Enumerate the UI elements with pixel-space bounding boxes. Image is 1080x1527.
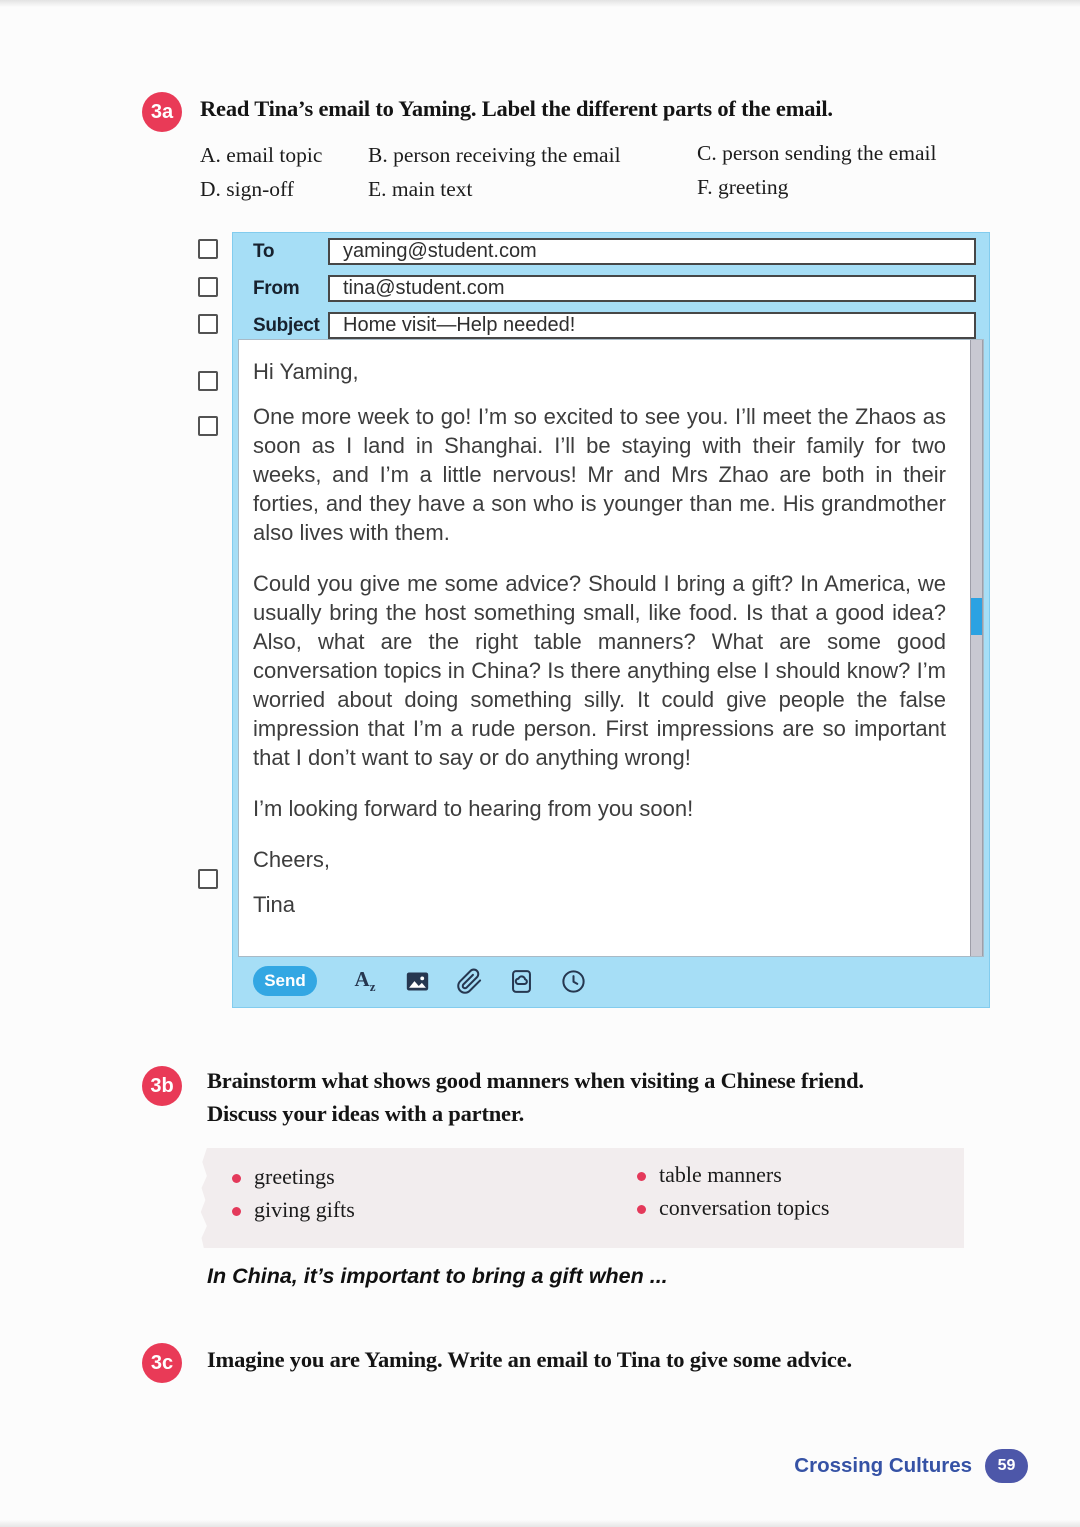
bullet-icon — [637, 1205, 646, 1214]
bullet-icon — [232, 1174, 241, 1183]
email-paragraph-2: Could you give me some advice? Should I bring a gift? In America, we usually bring the host something small, like food. Is that a good idea? Also, what are the right table manners? What are some good conversation topics in China? Is there anything else I should know? I’m worried about doing something silly. It could give people the false impression that I’m a rude person. First impressions are so important that I don’t want to say or do anything wrong! — [253, 571, 946, 770]
clock-icon[interactable] — [560, 968, 587, 995]
email-subject-input[interactable]: Home visit—Help needed! — [328, 312, 976, 339]
email-paragraph-3: I’m looking forward to hearing from you soon! — [253, 796, 694, 821]
label-checkbox-greeting[interactable] — [198, 371, 218, 391]
bullet-icon — [232, 1207, 241, 1216]
email-panel — [232, 232, 990, 1008]
topic-giving-gifts: giving gifts — [254, 1197, 355, 1222]
email-toolbar — [253, 965, 599, 997]
page-bottom-edge — [0, 1520, 1080, 1527]
option-d: D. sign-off — [200, 177, 294, 201]
page-footer — [794, 1449, 1028, 1483]
topic-table-manners: table manners — [659, 1162, 782, 1187]
section-3a-badge: 3a — [142, 92, 182, 132]
page-top-edge — [0, 0, 1080, 7]
bullet-icon — [637, 1172, 646, 1181]
email-from-input[interactable]: tina@student.com — [328, 275, 976, 302]
scrollbar-thumb[interactable] — [971, 598, 982, 635]
email-to-label: To — [253, 241, 275, 262]
section-3b-badge: 3b — [142, 1066, 182, 1106]
file-cloud-icon[interactable] — [508, 968, 535, 995]
email-signoff: Cheers, — [253, 847, 331, 872]
page-number-badge: 59 — [985, 1449, 1028, 1483]
label-checkbox-from[interactable] — [198, 277, 218, 297]
sort-az-icon[interactable]: $A_z$ — [354, 966, 376, 995]
label-checkbox-to[interactable] — [198, 239, 218, 259]
label-checkbox-subject[interactable] — [198, 314, 218, 334]
email-greeting: Hi Yaming, — [253, 359, 359, 384]
email-to-input[interactable]: yaming@student.com — [328, 238, 976, 265]
option-f: F. greeting — [697, 175, 789, 199]
email-message-text — [239, 340, 970, 956]
option-a: A. email topic — [200, 143, 323, 167]
section-3c-badge: 3c — [142, 1343, 182, 1383]
label-checkbox-signoff[interactable] — [198, 869, 218, 889]
email-paragraph-1: One more week to go! I’m so excited to see you. I’ll meet the Zhaos as soon as I land in Shanghai. I’ll be staying with their family for two weeks, and I’m a little nervous! Mr and Mrs Zhao are both in their forties, and they have a son who is younger than me. His grandmother also lives with them. — [253, 404, 946, 545]
section-3b-instruction-line2: Discuss your ideas with a partner. — [207, 1101, 524, 1126]
scrollbar-track[interactable] — [970, 340, 983, 956]
email-signature: Tina — [253, 892, 295, 917]
paperclip-icon[interactable] — [456, 968, 483, 995]
option-b: B. person receiving the email — [368, 143, 621, 167]
email-subject-label: Subject — [253, 315, 320, 336]
email-body[interactable] — [238, 339, 984, 957]
email-from-label: From — [253, 278, 300, 299]
topic-greetings: greetings — [254, 1164, 335, 1189]
image-icon[interactable] — [404, 968, 431, 995]
label-checkbox-body[interactable] — [198, 416, 218, 436]
option-c: C. person sending the email — [697, 141, 937, 165]
section-3a-instruction: Read Tina’s email to Yaming. Label the different parts of the email. — [200, 96, 833, 121]
send-button[interactable]: Send — [253, 966, 317, 996]
topic-conversation-topics: conversation topics — [659, 1195, 830, 1220]
section-3c-instruction: Imagine you are Yaming. Write an email to Tina to give some advice. — [207, 1347, 852, 1372]
option-e: E. main text — [368, 177, 473, 201]
example-sentence: In China, it’s important to bring a gift when ... — [207, 1264, 668, 1288]
section-3b-instruction-line1: Brainstorm what shows good manners when visiting a Chinese friend. — [207, 1068, 864, 1093]
footer-unit-title: Crossing Cultures — [794, 1454, 972, 1477]
